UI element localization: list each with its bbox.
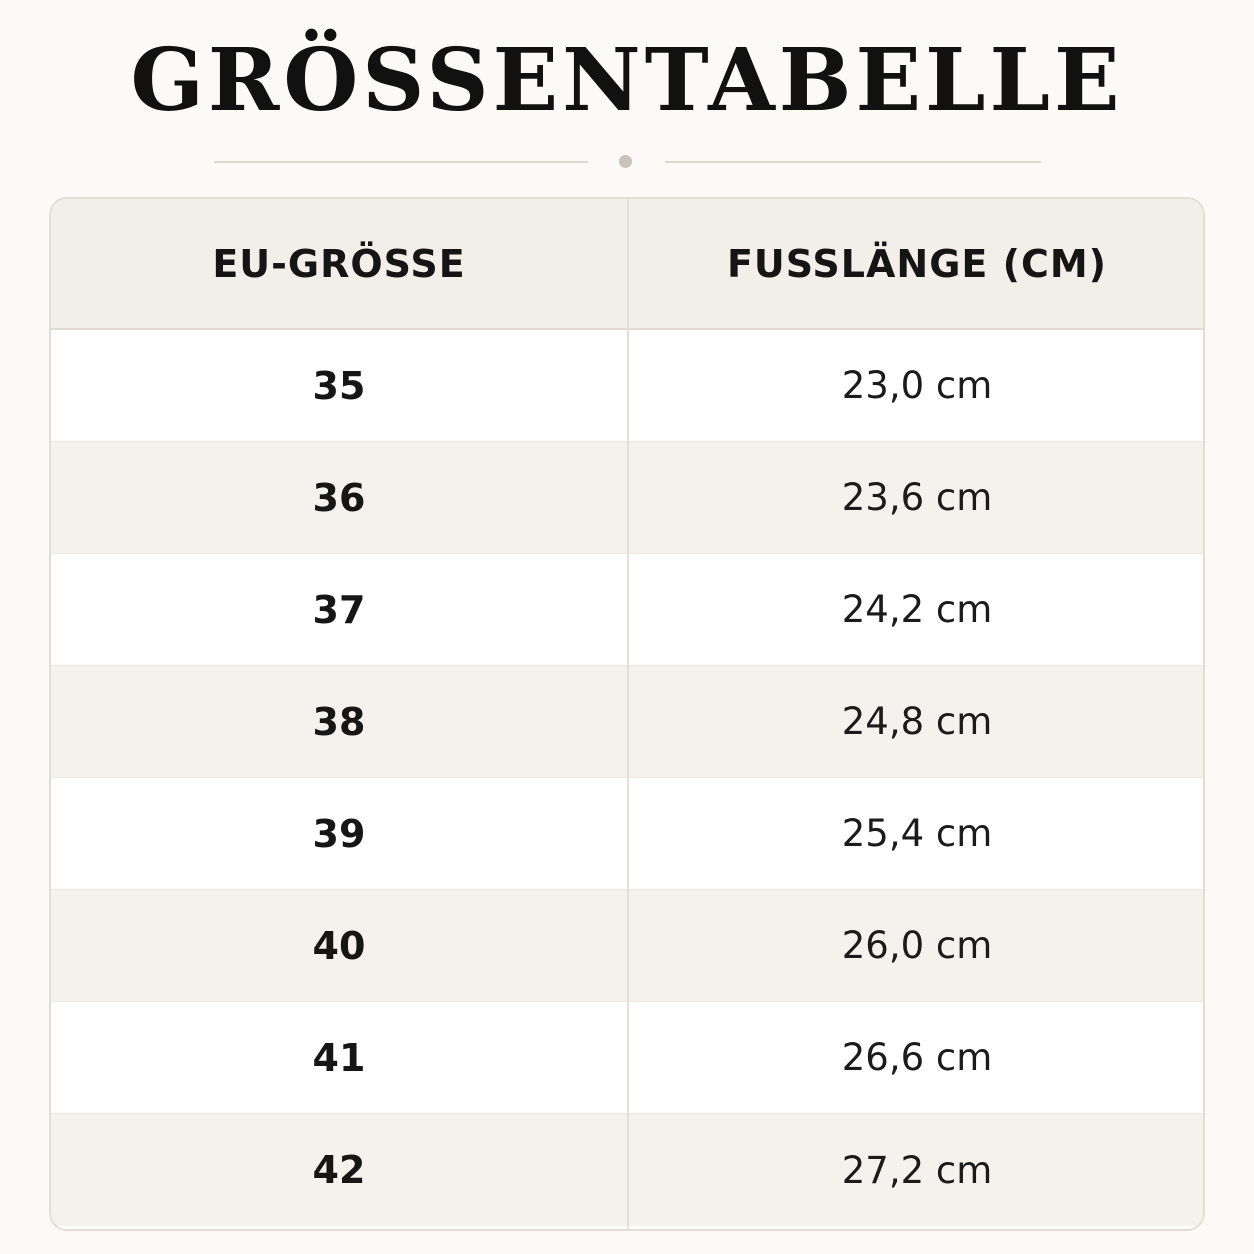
header-eu-size: EU-GRÖSSE xyxy=(212,241,466,286)
column-separator xyxy=(627,199,629,1229)
foot-length-cell: 25,4 cm xyxy=(841,812,993,855)
eu-size-cell: 35 xyxy=(312,363,366,408)
foot-length-cell: 24,8 cm xyxy=(841,700,993,743)
foot-length-cell: 23,6 cm xyxy=(841,476,993,519)
eu-size-cell: 42 xyxy=(312,1148,366,1192)
foot-length-cell: 26,0 cm xyxy=(841,924,993,967)
foot-length-cell: 23,0 cm xyxy=(841,364,993,407)
page-title: GRÖSSENTABELLE xyxy=(130,30,1124,131)
foot-length-cell: 26,6 cm xyxy=(841,1036,993,1079)
eu-size-cell: 36 xyxy=(312,475,366,520)
eu-size-cell: 41 xyxy=(312,1035,366,1080)
eu-size-cell: 38 xyxy=(312,699,366,744)
eu-size-cell: 39 xyxy=(312,811,366,856)
foot-length-cell: 27,2 cm xyxy=(841,1148,993,1192)
foot-length-cell: 24,2 cm xyxy=(841,588,993,631)
title-divider-left xyxy=(214,161,588,163)
size-table xyxy=(49,197,1205,1231)
divider-dot-icon xyxy=(619,155,632,168)
eu-size-cell: 40 xyxy=(312,923,366,968)
header-foot-length: FUSSLÄNGE (CM) xyxy=(726,241,1108,286)
title-divider-right xyxy=(665,161,1041,163)
eu-size-cell: 37 xyxy=(312,587,366,632)
